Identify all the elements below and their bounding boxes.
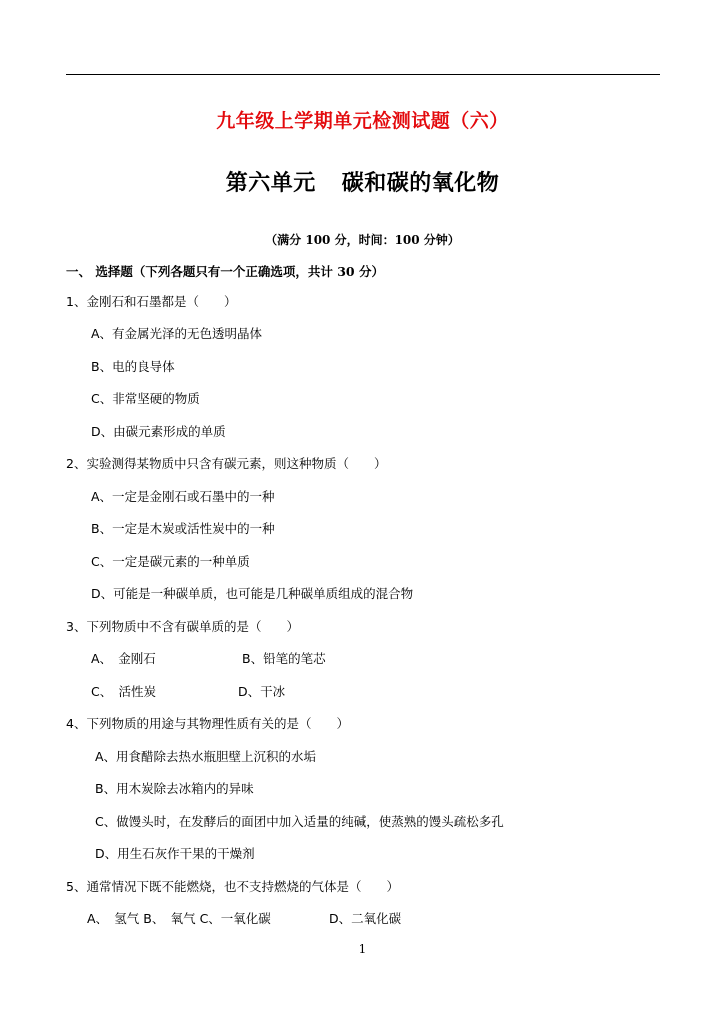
option-d: D、二氧化碳 xyxy=(329,911,402,926)
unit-label: 第六单元 xyxy=(225,170,316,196)
option-d: D、用生石灰作干果的干燥剂 xyxy=(95,846,255,861)
option-c: C、 活性炭 xyxy=(91,684,156,699)
option-abc: A、 氢气 B、 氧气 C、一氧化碳 xyxy=(87,911,271,926)
option-d: D、干冰 xyxy=(238,684,286,699)
option-a: A、有金属光泽的无色透明晶体 xyxy=(91,326,263,341)
option-b: B、用木炭除去冰箱内的异味 xyxy=(95,781,254,796)
option-b: B、电的良导体 xyxy=(91,359,175,374)
option-c: C、一定是碳元素的一种单质 xyxy=(91,554,250,569)
question-stem: 1、金刚石和石墨都是（ ） xyxy=(66,294,237,309)
question-stem: 5、通常情况下既不能燃烧，也不支持燃烧的气体是（ ） xyxy=(66,879,399,894)
exam-meta: （满分 100 分，时间：100 分钟） xyxy=(265,233,460,247)
section-heading: 一、 选择题（下列各题只有一个正确选项，共计 30 分） xyxy=(66,264,384,279)
exam-title: 九年级上学期单元检测试题（六） xyxy=(216,110,509,132)
option-a: A、 金刚石 xyxy=(91,651,156,666)
question-stem: 4、下列物质的用途与其物理性质有关的是（ ） xyxy=(66,716,349,731)
option-b: B、铅笔的笔芯 xyxy=(242,651,326,666)
question-stem: 3、下列物质中不含有碳单质的是（ ） xyxy=(66,619,299,634)
option-d: D、由碳元素形成的单质 xyxy=(91,424,226,439)
unit-title xyxy=(0,166,725,197)
option-b: B、一定是木炭或活性炭中的一种 xyxy=(91,521,275,536)
option-a: A、一定是金刚石或石墨中的一种 xyxy=(91,489,275,504)
question-stem: 2、实验测得某物质中只含有碳元素，则这种物质（ ） xyxy=(66,456,387,471)
option-a: A、用食醋除去热水瓶胆壁上沉积的水垢 xyxy=(95,749,317,764)
option-c: C、做馒头时，在发酵后的面团中加入适量的纯碱，使蒸熟的馒头疏松多孔 xyxy=(95,814,504,829)
unit-topic: 碳和碳的氧化物 xyxy=(341,170,500,196)
option-c: C、非常坚硬的物质 xyxy=(91,391,200,406)
option-d: D、可能是一种碳单质，也可能是几种碳单质组成的混合物 xyxy=(91,586,414,601)
header-rule xyxy=(66,74,660,75)
page-number: 1 xyxy=(358,942,367,956)
